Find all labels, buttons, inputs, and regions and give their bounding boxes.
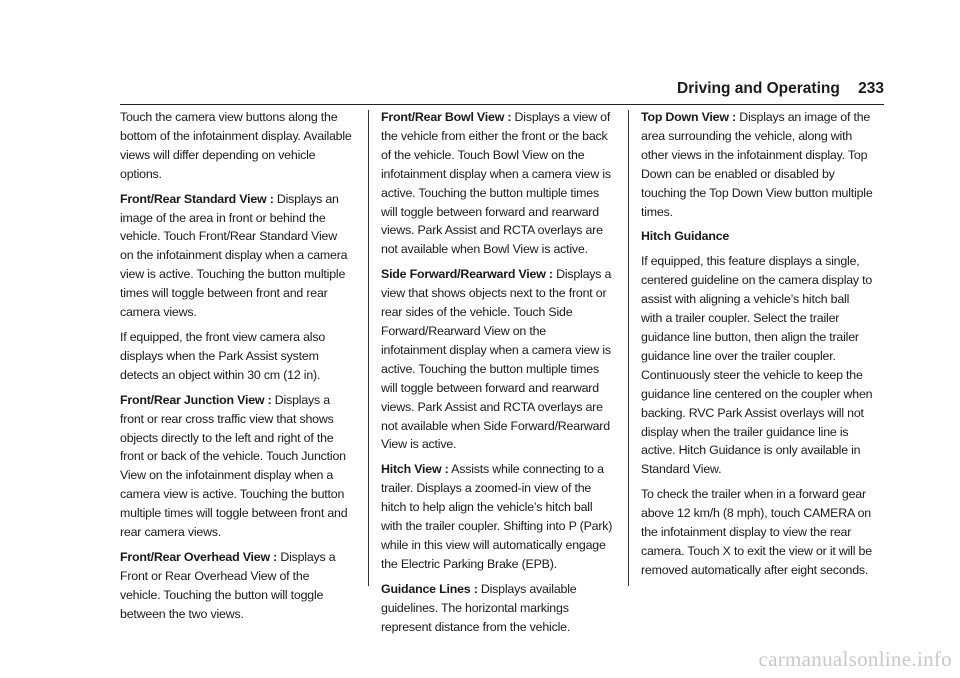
term-text: Displays available guidelines. The horizontal markings represent distance from the vehicle. bbox=[381, 581, 577, 634]
paragraph: Touch the camera view buttons along the bottom of the infotainment display. Available views will differ depending on vehicle options. bbox=[120, 110, 352, 181]
paragraph bbox=[641, 108, 873, 221]
term-label: Hitch View : bbox=[381, 462, 449, 477]
paragraph bbox=[381, 460, 613, 573]
term-text: Displays a view that shows objects next to the front or rear sides of the vehicle. Touch Side Forward/Rearward View on the infotainment display when a camera view is active. Touching the button multiple times will toggle between forward and rearward views. Park Assist and RCTA overlays are not available when Side Forward/Rearward View is active. bbox=[381, 267, 612, 452]
term-text: Displays an image of the area surrounding the vehicle, along with other views in the infotainment display. Top Down can be enabled or disabled by touching the Top Down View button multiple times. bbox=[641, 110, 873, 219]
term-label: Guidance Lines : bbox=[381, 581, 478, 596]
term-label: Side Forward/Rearward View : bbox=[381, 267, 553, 282]
term-text: Assists while connecting to a trailer. Displays a zoomed-in view of the hitch to help align the vehicle’s hitch ball with the trailer coupler. Shifting into P (Park) while in this view will automatically engage the Electric Parking Brake (EPB). bbox=[381, 462, 613, 571]
term-label: Front/Rear Overhead View : bbox=[120, 549, 278, 564]
column-1 bbox=[120, 108, 352, 630]
watermark: carmanualsonline.info bbox=[758, 647, 952, 671]
section-title: Driving and Operating bbox=[677, 80, 840, 97]
paragraph bbox=[120, 548, 352, 624]
term-label: Top Down View : bbox=[641, 110, 736, 124]
page-number: 233 bbox=[858, 80, 884, 97]
column-divider bbox=[628, 110, 629, 586]
header-rule bbox=[120, 104, 884, 105]
paragraph bbox=[381, 108, 613, 259]
term-text: Displays an image of the area in front or behind the vehicle. Touch Front/Rear Standard View on the infotainment display when a camera view is active. Touching the button multiple times will toggle between front and rear camera views. bbox=[120, 191, 348, 320]
term-text: Displays a Front or Rear Overhead View of the vehicle. Touching the button will toggle between the two views. bbox=[120, 549, 336, 621]
term-label: Front/Rear Junction View : bbox=[120, 392, 272, 407]
column-divider bbox=[368, 110, 369, 586]
column-3 bbox=[641, 108, 873, 586]
subheading: Hitch Guidance bbox=[641, 229, 730, 244]
paragraph: If equipped, the front view camera also displays when the Park Assist system detects an object within 30 cm (12 in). bbox=[120, 329, 326, 382]
paragraph: To check the trailer when in a forward gear above 12 km/h (8 mph), touch CAMERA on the infotainment display to view the rear camera. Touch X to exit the view or it will be removed automatically after eight seconds. bbox=[641, 487, 872, 577]
term-label: Front/Rear Standard View : bbox=[120, 191, 274, 206]
paragraph: If equipped, this feature displays a single, centered guideline on the camera display to assist with aligning a vehicle’s hitch ball with a trailer coupler. Select the trailer guidance line button, then align the trailer guidance line over the trailer coupler. Continuously steer the vehicle to keep the guidance line centered on the coupler when backing. RVC Park Assist overlays will not display when the trailer guidance line is active. Hitch Guidance is only available in Standard View. bbox=[641, 254, 873, 477]
term-label: Front/Rear Bowl View : bbox=[381, 110, 512, 124]
paragraph bbox=[120, 190, 352, 322]
page-header bbox=[0, 80, 884, 98]
paragraph bbox=[381, 580, 613, 637]
term-text: Displays a view of the vehicle from either the front or the back of the vehicle. Touch Bowl View on the infotainment display when a camera view is active. Touching the button multiple times will toggle between forward and rearward views. Park Assist and RCTA overlays are not available when Bowl View is active. bbox=[381, 110, 611, 257]
paragraph bbox=[120, 391, 352, 542]
paragraph bbox=[381, 265, 613, 454]
column-2 bbox=[381, 108, 613, 642]
term-text: Displays a front or rear cross traffic view that shows objects directly to the left and right of the front or back of the vehicle. Touch Junction View on the infotainment display when a camera view is active. Touching the button multiple times will toggle between front and rear camera views. bbox=[120, 392, 348, 540]
